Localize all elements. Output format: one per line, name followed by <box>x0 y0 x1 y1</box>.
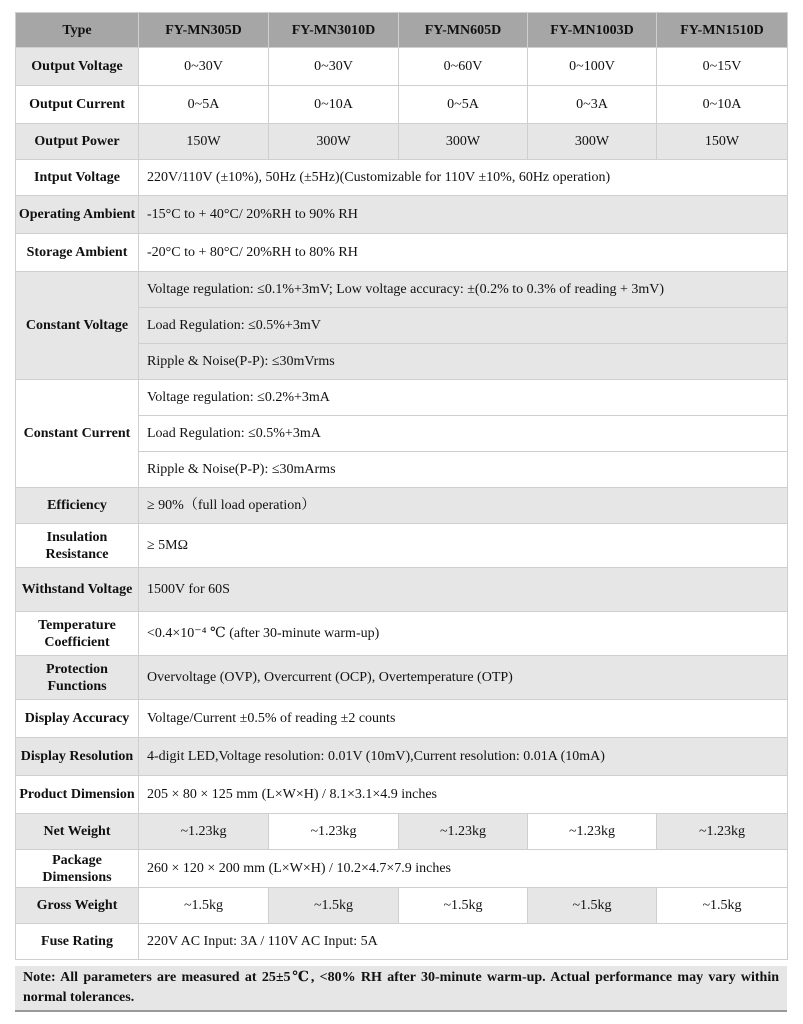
cell-value: <0.4×10⁻⁴ ℃ (after 30-minute warm-up) <box>139 612 788 656</box>
row-label: Output Current <box>16 86 139 124</box>
cell-value: ~1.5kg <box>528 888 657 924</box>
row-fuse-rating <box>16 924 788 960</box>
row-label: Storage Ambient <box>16 234 139 272</box>
cell-value: Ripple & Noise(P-P): ≤30mVrms <box>139 344 788 380</box>
row-label: Withstand Voltage <box>16 568 139 612</box>
cell-value: Overvoltage (OVP), Overcurrent (OCP), Overtemperature (OTP) <box>139 656 788 700</box>
cell-value: 220V AC Input: 3A / 110V AC Input: 5A <box>139 924 788 960</box>
row-product-dimension <box>16 776 788 814</box>
cell-value: ~1.23kg <box>139 814 269 850</box>
cell-value: 0~3A <box>528 86 657 124</box>
row-input-voltage <box>16 160 788 196</box>
row-label: Display Accuracy <box>16 700 139 738</box>
cell-value: ~1.5kg <box>657 888 788 924</box>
cell-value: ~1.23kg <box>528 814 657 850</box>
cell-value: Load Regulation: ≤0.5%+3mV <box>139 308 788 344</box>
header-row <box>16 13 788 48</box>
row-display-accuracy <box>16 700 788 738</box>
cell-value: 0~10A <box>657 86 788 124</box>
header-model: FY-MN305D <box>139 13 269 48</box>
row-net-weight <box>16 814 788 850</box>
row-operating-ambient <box>16 196 788 234</box>
cell-value: Voltage/Current ±0.5% of reading ±2 counts <box>139 700 788 738</box>
cell-value: ≥ 90%（full load operation） <box>139 488 788 524</box>
cell-value: -20°C to + 80°C/ 20%RH to 80% RH <box>139 234 788 272</box>
row-gross-weight <box>16 888 788 924</box>
cell-value: 260 × 120 × 200 mm (L×W×H) / 10.2×4.7×7.9 inches <box>139 850 788 888</box>
cell-value: 0~100V <box>528 48 657 86</box>
row-insulation-resistance <box>16 524 788 568</box>
cell-value: 220V/110V (±10%), 50Hz (±5Hz)(Customizable for 110V ±10%, 60Hz operation) <box>139 160 788 196</box>
row-label: Product Dimension <box>16 776 139 814</box>
row-label: Protection Functions <box>16 656 139 700</box>
cell-value: 4-digit LED,Voltage resolution: 0.01V (10mV),Current resolution: 0.01A (10mA) <box>139 738 788 776</box>
cell-value: -15°C to + 40°C/ 20%RH to 90% RH <box>139 196 788 234</box>
cell-value: Load Regulation: ≤0.5%+3mA <box>139 416 788 452</box>
row-label: Output Voltage <box>16 48 139 86</box>
row-label: Gross Weight <box>16 888 139 924</box>
header-model: FY-MN3010D <box>269 13 399 48</box>
row-display-resolution <box>16 738 788 776</box>
row-label: Constant Voltage <box>16 272 139 380</box>
row-label: Insulation Resistance <box>16 524 139 568</box>
cell-value: 1500V for 60S <box>139 568 788 612</box>
cell-value: ~1.23kg <box>269 814 399 850</box>
row-output-current <box>16 86 788 124</box>
cell-value: 300W <box>528 124 657 160</box>
cell-value: 0~30V <box>139 48 269 86</box>
row-storage-ambient <box>16 234 788 272</box>
cell-value: ~1.5kg <box>399 888 528 924</box>
row-label: Efficiency <box>16 488 139 524</box>
row-label: Output Power <box>16 124 139 160</box>
row-withstand-voltage <box>16 568 788 612</box>
row-protection-functions <box>16 656 788 700</box>
row-label: Temperature Coefficient <box>16 612 139 656</box>
cell-value: 150W <box>657 124 788 160</box>
row-label: Display Resolution <box>16 738 139 776</box>
cell-value: ~1.23kg <box>657 814 788 850</box>
cell-value: Voltage regulation: ≤0.2%+3mA <box>139 380 788 416</box>
cell-value: 0~5A <box>399 86 528 124</box>
row-label: Package Dimensions <box>16 850 139 888</box>
header-model: FY-MN605D <box>399 13 528 48</box>
row-label: Intput Voltage <box>16 160 139 196</box>
row-label: Constant Current <box>16 380 139 488</box>
row-label: Operating Ambient <box>16 196 139 234</box>
row-constant-voltage <box>16 272 788 308</box>
cell-value: ≥ 5MΩ <box>139 524 788 568</box>
row-label: Net Weight <box>16 814 139 850</box>
cell-value: Voltage regulation: ≤0.1%+3mV; Low voltage accuracy: ±(0.2% to 0.3% of reading + 3mV) <box>139 272 788 308</box>
cell-value: 0~5A <box>139 86 269 124</box>
cell-value: 0~10A <box>269 86 399 124</box>
row-temperature-coefficient <box>16 612 788 656</box>
cell-value: ~1.23kg <box>399 814 528 850</box>
row-output-voltage <box>16 48 788 86</box>
cell-value: 150W <box>139 124 269 160</box>
header-model: FY-MN1003D <box>528 13 657 48</box>
header-model: FY-MN1510D <box>657 13 788 48</box>
cell-value: Ripple & Noise(P-P): ≤30mArms <box>139 452 788 488</box>
header-type: Type <box>16 13 139 48</box>
cell-value: 0~30V <box>269 48 399 86</box>
row-label: Fuse Rating <box>16 924 139 960</box>
footnote: Note: All parameters are measured at 25±5℃, <80% RH after 30-minute warm-up. Actual performance may vary within normal tolerances. <box>15 966 787 1012</box>
row-efficiency <box>16 488 788 524</box>
row-output-power <box>16 124 788 160</box>
cell-value: 0~15V <box>657 48 788 86</box>
cell-value: 300W <box>269 124 399 160</box>
row-package-dimensions <box>16 850 788 888</box>
row-constant-current <box>16 380 788 416</box>
spec-table <box>15 12 788 960</box>
cell-value: 300W <box>399 124 528 160</box>
cell-value: 0~60V <box>399 48 528 86</box>
cell-value: ~1.5kg <box>139 888 269 924</box>
cell-value: ~1.5kg <box>269 888 399 924</box>
cell-value: 205 × 80 × 125 mm (L×W×H) / 8.1×3.1×4.9 inches <box>139 776 788 814</box>
